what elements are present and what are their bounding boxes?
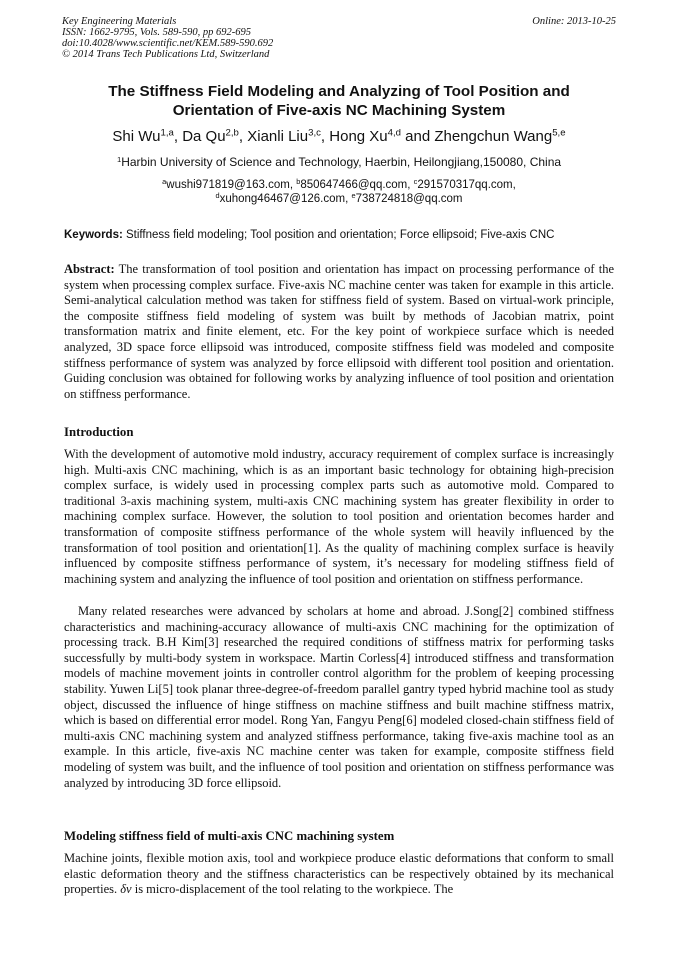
doi-line: doi:10.4028/www.scientific.net/KEM.589-590.692	[62, 38, 274, 49]
author: Shi Wu$^{1,a}$,	[112, 127, 183, 145]
email-link[interactable]: 850647466@qq.com,	[300, 179, 414, 191]
email-line-2: $^d$xuhong46467@126.com, $^e$738724818@qq.com	[215, 190, 463, 205]
modeling-paragraph-1: Machine joints, flexible motion axis, tool and workpiece produce elastic deformations that conform to small elastic deformation theory and the stiffness characteristics can be respectively obtained by its mechanical properties. δv is micro-displacement of the tool relating to the workpiece. The	[64, 851, 614, 897]
delta-v-symbol: δv	[120, 882, 132, 897]
abstract	[64, 262, 614, 402]
author: Xianli Liu$^{3,c}$,	[247, 127, 330, 145]
abstract-text: The transformation of tool position and orientation has impact on processing performance of the system when processing complex surface. Five-axis NC machine center was taken for example in this article. Semi-analytical calculation method was taken for stiffness field of system. Based on virtual-work principle, the composite stiffness field modeling of system was built by methods of Jacobian matrix, point transformation matrix and finite element, etc. For the key point of workpiece surface which is needed analyzed, 3D space force ellipsoid was introduced, composite stiffness field was modeled and composite stiffness performance of system was analyzed by force ellipsoid with different tool position and orientation. Guiding conclusion was obtained for following works by analyzing influence of tool position and orientation on stiffness performance.	[64, 262, 614, 401]
email-link[interactable]: wushi971819@163.com,	[166, 179, 297, 191]
keywords-text: Stiffness field modeling; Tool position and orientation; Force ellipsoid; Five-axis CNC	[122, 229, 555, 241]
abstract-label: Abstract:	[64, 262, 115, 276]
email-link[interactable]: 291570317qq.com,	[417, 179, 516, 191]
online-date: Online: 2013-10-25	[532, 16, 616, 27]
author-emails	[40, 178, 638, 206]
author: Da Qu$^{2,b}$,	[182, 127, 248, 145]
email-link[interactable]: 738724818@qq.com	[355, 193, 463, 205]
keywords	[64, 228, 624, 242]
email-line-1: $^a$wushi971819@163.com, $^b$850647466@qq.com, $^c$291570317qq.com,	[162, 176, 516, 191]
section-heading-modeling: Modeling stiffness field of multi-axis CNC machining system	[64, 829, 395, 843]
copyright-line: © 2014 Trans Tech Publications Ltd, Switzerland	[62, 49, 270, 60]
title-line-1: The Stiffness Field Modeling and Analyzing of Tool Position and	[108, 83, 570, 100]
introduction-paragraph-2: Many related researches were advanced by scholars at home and abroad. J.Song[2] combined stiffness characteristics and machining-accuracy allowance of multi-axis CNC machining for the optimization of processing track. B.H Kim[3] researched the required conditions of stiffness matrix for performing tasks successfully by multi-body system in workspace. Martin Corless[4] introduced stiffness and transformation models of machine movement joints in controller control algorithm for the problem of keeping processing stability. Yuwen Li[5] took planar three-degree-of-freedom parallel gantry typed hybrid machine tool as study object, discussed the influence of hinge stiffness on machine stiffness and built machine stiffness matrix, which is based on differential error model. Rong Yan, Fangyu Peng[6] modeled closed-chain stiffness field of multi-axis CNC machining system and analyzed stiffness performance, taking five-axis machine tool as an example. In this article, five-axis NC machine center was taken for example, composite stiffness field modeling of system was built, and the influence of tool position and orientation on stiffness performance was analyzed by introducing 3D force ellipsoid.	[64, 604, 614, 790]
author: Zhengchun Wang$^{5,e}$	[434, 127, 566, 145]
journal-header	[62, 16, 273, 60]
section-heading-introduction: Introduction	[64, 425, 134, 439]
journal-name: Key Engineering Materials	[62, 16, 177, 27]
author: Hong Xu$^{4,d}$ and	[329, 127, 435, 145]
introduction-paragraph-1: With the development of automotive mold industry, accuracy requirement of complex surface is increasingly high. Multi-axis CNC machining, which is as an important basic technology for obtaining high-precision complex surface, is widely used in processing complex parts such as automotive mold. Compared to traditional 3-axis machining system, multi-axis CNC machining system has greater flexibility in order to machining complex surface. However, the solution to tool position and orientation becomes harder and transformation of composite stiffness performance of the whole system will heavily influenced by the transformation of tool position and orientation[1]. As the quality of machining complex surface is heavily influenced by composite stiffness performance of system, it’s necessary for modeling stiffness field of machining system and analyzing the influence of tool position and orientation on stiffness performance.	[64, 447, 614, 586]
title-line-2: Orientation of Five-axis NC Machining System	[172, 102, 506, 119]
email-link[interactable]: xuhong46467@126.com,	[219, 193, 352, 205]
author-list	[40, 127, 638, 147]
issn-line: ISSN: 1662-9795, Vols. 589-590, pp 692-695	[62, 27, 251, 38]
keywords-label: Keywords:	[64, 229, 123, 241]
paper-title	[60, 82, 618, 120]
affiliation: $^1$Harbin University of Science and Technology, Haerbin, Heilongjiang,150080, China	[116, 154, 562, 169]
